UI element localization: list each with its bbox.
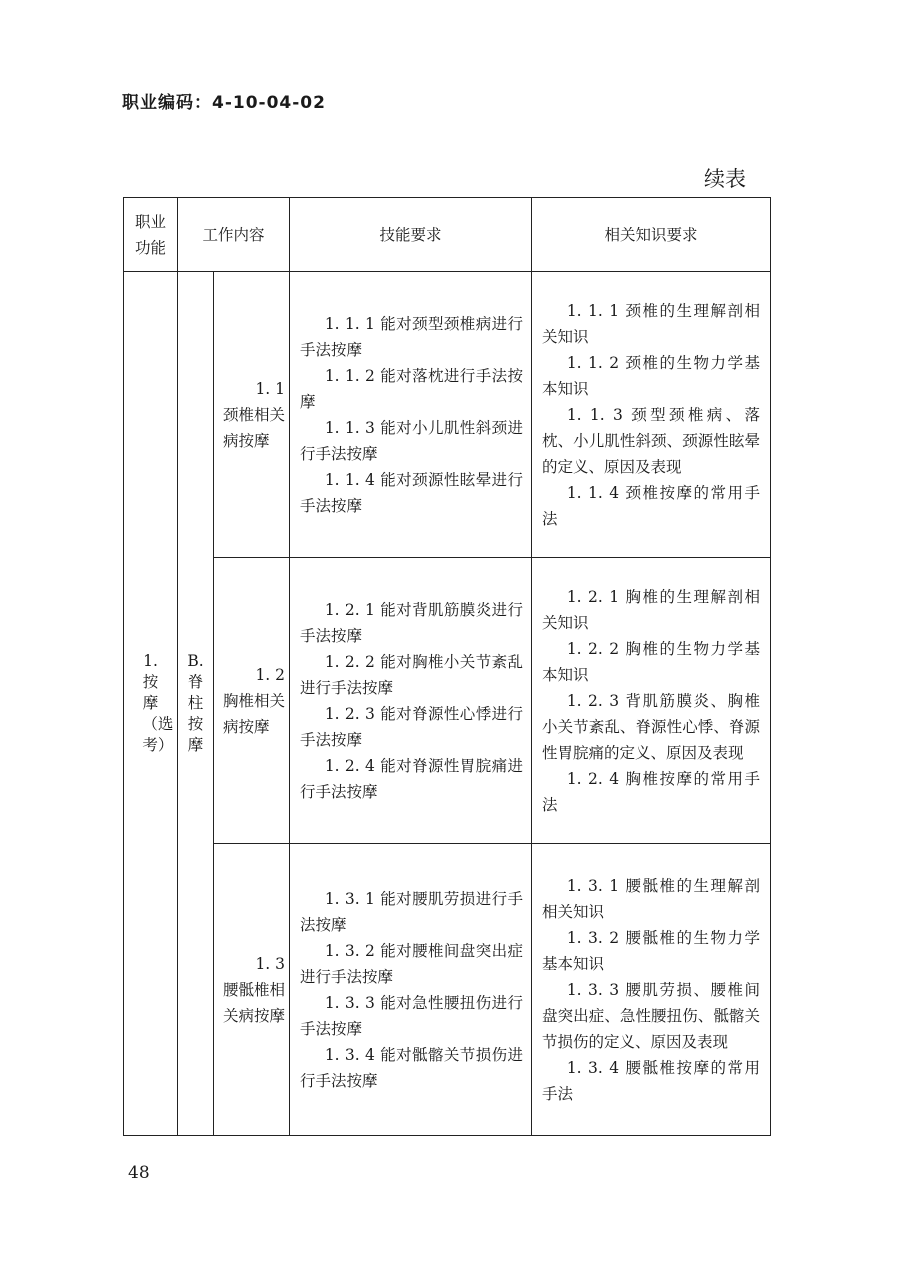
table-row [124,272,771,558]
skill-item: 1. 3. 3 能对急性腰扭伤进行手法按摩 [300,993,524,1038]
sub-content-cell [214,844,290,1136]
skill-item: 1. 2. 4 能对脊源性胃脘痛进行手法按摩 [300,756,524,801]
page-number: 48 [128,1163,150,1183]
skills-cell [290,844,532,1136]
header-skills: 技能要求 [290,198,532,272]
knowledge-item: 1. 1. 2 颈椎的生物力学基本知识 [542,353,761,398]
sub-number: 1. 3 [255,954,286,973]
skills-cell [290,272,532,558]
table-row [124,844,771,1136]
knowledge-item: 1. 1. 4 颈椎按摩的常用手法 [542,483,761,528]
sub-name: 颈椎相关病按摩 [223,405,286,450]
knowledge-cell [532,844,771,1136]
table-row [124,558,771,844]
skill-item: 1. 2. 2 能对胸椎小关节紊乱进行手法按摩 [300,652,524,697]
knowledge-cell [532,272,771,558]
continued-label: 续表 [704,167,746,191]
knowledge-item: 1. 2. 2 胸椎的生物力学基本知识 [542,639,761,684]
sub-name: 胸椎相关病按摩 [223,691,286,736]
sub-content-cell [214,272,290,558]
knowledge-item: 1. 2. 4 胸椎按摩的常用手法 [542,769,761,814]
knowledge-item: 1. 2. 3 背肌筋膜炎、胸椎小关节紊乱、脊源性心悸、脊源性胃脘痛的定义、原因及表现 [542,691,761,762]
header-knowledge: 相关知识要求 [532,198,771,272]
occupation-code: 职业编码：4-10-04-02 [122,93,326,113]
header-function: 职业功能 [124,198,178,272]
skill-item: 1. 3. 1 能对腰肌劳损进行手法按摩 [300,889,524,934]
knowledge-item: 1. 2. 1 胸椎的生理解剖相关知识 [542,587,761,632]
sub-number: 1. 1 [255,379,286,398]
knowledge-item: 1. 1. 3 颈型颈椎病、落枕、小儿肌性斜颈、颈源性眩晕的定义、原因及表现 [542,405,761,476]
group-cell: B. 脊柱按摩 [178,272,214,1136]
skill-item: 1. 3. 2 能对腰椎间盘突出症进行手法按摩 [300,941,524,986]
knowledge-item: 1. 3. 2 腰骶椎的生物力学基本知识 [542,928,761,973]
sub-name: 腰骶椎相关病按摩 [223,980,286,1025]
skill-item: 1. 1. 3 能对小儿肌性斜颈进行手法按摩 [300,418,524,463]
header-content: 工作内容 [178,198,290,272]
sub-content-cell [214,558,290,844]
knowledge-cell [532,558,771,844]
skills-cell [290,558,532,844]
skill-item: 1. 1. 2 能对落枕进行手法按摩 [300,366,524,411]
skill-item: 1. 2. 1 能对背肌筋膜炎进行手法按摩 [300,600,524,645]
knowledge-item: 1. 1. 1 颈椎的生理解剖相关知识 [542,301,761,346]
table-header-row [124,198,771,272]
skill-item: 1. 1. 1 能对颈型颈椎病进行手法按摩 [300,314,524,359]
skill-item: 1. 1. 4 能对颈源性眩晕进行手法按摩 [300,470,524,515]
knowledge-item: 1. 3. 3 腰肌劳损、腰椎间盘突出症、急性腰扭伤、骶髂关节损伤的定义、原因及表现 [542,980,761,1051]
skill-item: 1. 3. 4 能对骶髂关节损伤进行手法按摩 [300,1045,524,1090]
skills-table [123,197,771,1136]
skill-item: 1. 2. 3 能对脊源性心悸进行手法按摩 [300,704,524,749]
knowledge-item: 1. 3. 4 腰骶椎按摩的常用手法 [542,1058,761,1103]
knowledge-item: 1. 3. 1 腰骶椎的生理解剖相关知识 [542,876,761,921]
sub-number: 1. 2 [255,665,286,684]
function-cell: 1. 按摩（选考） [124,272,178,1136]
